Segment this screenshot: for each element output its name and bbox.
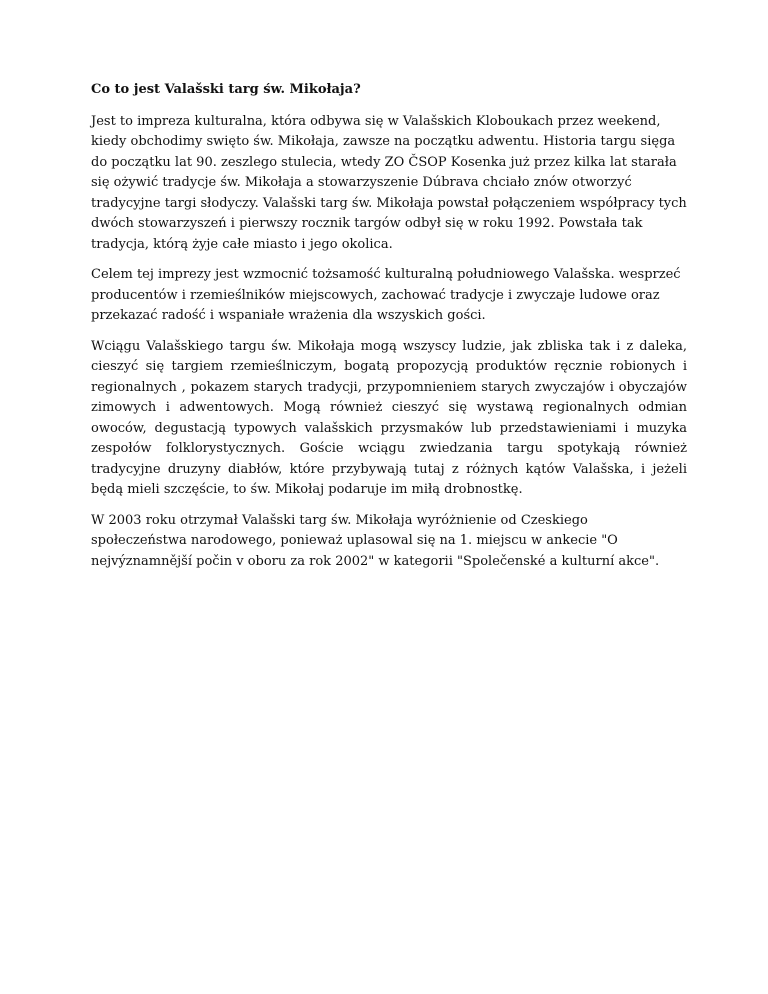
paragraph-intro: Jest to impreza kulturalna, która odbywa się w Valašskich Kloboukach przez weekend, kiedy obchodimy swięto św. Mikołaja, zawsze na początku adwentu. Historia targu sięga do początku lat 90. zeszlego stulecia, wtedy ZO ČSOP Kosenka już przez kilka lat starała się ożywić tradycje św. Mikołaja a stowarzyszenie Dúbrava chciało znów otworzyć tradycyjne targi słodyczy. Valašski targ św. Mikołaja powstał połączeniem współpracy tych dwóch stowarzyszeń i pierwszy rocznik targów odbył się w roku 1992. Powstała tak tradycja, którą żyje całe miasto i jego okolica.: [91, 113, 687, 252]
paragraph-award: W 2003 roku otrzymał Valašski targ św. Mikołaja wyróżnienie od Czeskiego społeczeństwa narodowego, ponieważ uplasowal się na 1. miejscu w ankecie "O nejvýznamnější počin v oboru za rok 2002" w kategorii "Společenské a kulturní akce".: [91, 512, 660, 569]
document-title: Co to jest Valašski targ św. Mikołaja?: [91, 82, 361, 97]
paragraph-goal: Celem tej imprezy jest wzmocnić tożsamość kulturalną południowego Valašska. wesprzeć producentów i rzemieślników miejscowych, zachować tradycje i zwyczaje ludowe oraz przekazać radość i wspaniałe wrażenia dla wszyskich gości.: [91, 267, 681, 323]
paragraph-activities: Wciągu Valašskiego targu św. Mikołaja mogą wszyscy ludzie, jak zbliska tak i z daleka, cieszyć się targiem rzemieślniczym, bogatą propozycją produktów ręcznie robionych i regionalnych , pokazem starych tradycji, przypomnieniem starych zwyczajów i obyczajów zimowych i adwentowych. Mogą również cieszyć się wystawą regionalnych odmian owoców, degustacją typowych valašskich przysmaków lub przedstawieniami i muzyka zespołów folklorystycznych. Goście wciągu zwiedzania targu spotykają również tradycyjne druzyny diabłów, które przybywają tutaj z różnych kątów Valašska, i jeżeli będą mieli szczęście, to św. Mikołaj podaruje im miłą drobnostkę.: [91, 338, 687, 497]
document-body: [91, 80, 687, 582]
